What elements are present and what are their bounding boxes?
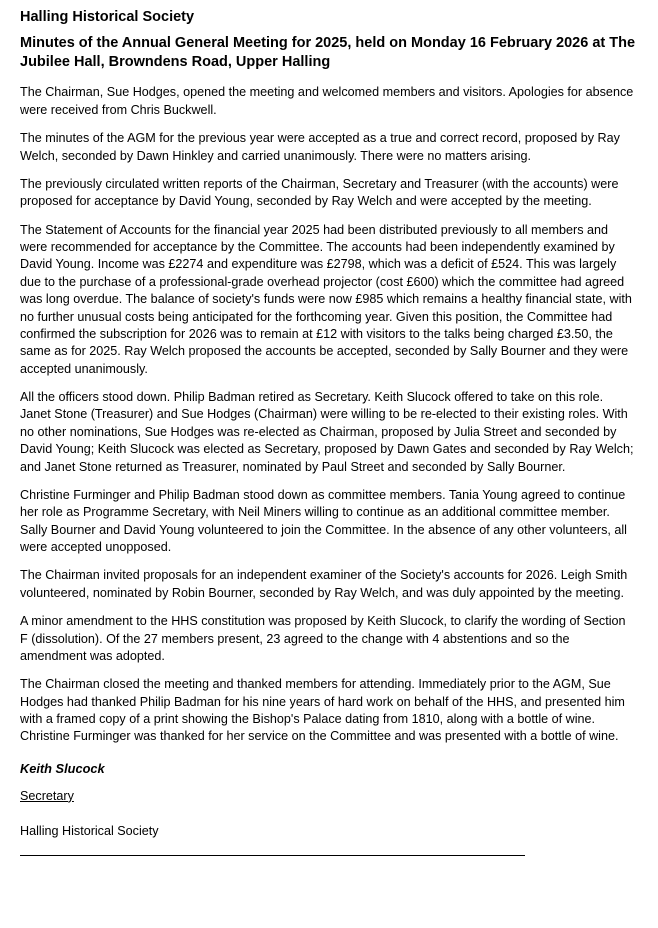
paragraph-9: The Chairman closed the meeting and thanked members for attending. Immediately prior to the AGM, Sue Hodges had thanked Philip Badman for his nine years of hard work on behalf of the HHS, and presented him with a framed copy of a print showing the Bishop's Palace dating from 1810, along with a bottle of wine. Christine Furminger was thanked for her service on the Committee and was presented with a bottle of wine. (20, 677, 625, 744)
paragraph-1: The Chairman, Sue Hodges, opened the meeting and welcomed members and visitors. Apologies for absence were received from Chris Buckwell. (20, 85, 634, 117)
organisation-title: Halling Historical Society (20, 9, 195, 25)
paragraph-4: The Statement of Accounts for the financial year 2025 had been distributed previously to all members and were recommended for acceptance by the Committee. The accounts had been independently examined by David Young. Income was £2274 and expenditure was £2798, which was a deficit of £524. This was largely due to the purchase of a professional-grade overhead projector (cost £600) which the committee had agreed was long overdue. The balance of society's funds were now £985 which remains a healthy financial state, with no further unusual costs being anticipated for the forthcoming year. Given this position, the Committee had confirmed the subscription for 2026 was to remain at £12 with visitors to the talks being charged £3.50, the same as for 2025. Ray Welch proposed the accounts be accepted, seconded by Sally Bourner and they were accepted unanimously. (20, 222, 632, 376)
document-title: Minutes of the Annual General Meeting for 2025, held on Monday 16 February 2026 at The Jubilee Hall, Browndens Road, Upper Halling (20, 35, 636, 71)
paragraph-2: The minutes of the AGM for the previous year were accepted as a true and correct record, proposed by Ray Welch, seconded by Dawn Hinkley and carried unanimously. There were no matters arising. (20, 131, 620, 163)
signatory-organisation: Halling Historical Society (20, 824, 159, 839)
signatory-role-line (20, 787, 636, 815)
footer-divider (20, 855, 525, 856)
paragraph-3: The previously circulated written reports of the Chairman, Secretary and Treasurer (with the accounts) were proposed for acceptance by David Young, seconded by Ray Welch and were accepted by the meeting. (20, 176, 619, 209)
paragraph-5: All the officers stood down. Philip Badman retired as Secretary. Keith Slucock offered to take on this role. Janet Stone (Treasurer) and Sue Hodges (Chairman) were willing to be re-elected to their existing roles. With no other nominations, Sue Hodges was re-elected as Chairman, proposed by Julia Street and seconded by David Young; Keith Slucock was elected as Secretary, proposed by Dawn Gates and seconded by Ray Welch; and Janet Stone returned as Treasurer, nominated by Paul Street and seconded by Sally Bourner. (20, 390, 634, 474)
paragraph-6: Christine Furminger and Philip Badman stood down as committee members. Tania Young agreed to continue her role as Programme Secretary, with Neil Miners willing to continue as an additional committee member. Sally Bourner and David Young volunteered to join the Committee. In the absence of any other volunteers, all were accepted unopposed. (20, 487, 627, 554)
signatory-name: Keith Slucock (20, 760, 105, 776)
paragraph-8: A minor amendment to the HHS constitution was proposed by Keith Slucock, to clarify the wording of Section F (dissolution). Of the 27 members present, 23 agreed to the change with 4 abstentions and so the amendment was adopted. (20, 614, 626, 663)
paragraph-7: The Chairman invited proposals for an independent examiner of the Society's accounts for 2026. Leigh Smith volunteered, nominated by Robin Bourner, seconded by Ray Welch, and was duly appointed by the meeting. (20, 568, 628, 600)
signatory-role: Secretary (20, 788, 74, 803)
